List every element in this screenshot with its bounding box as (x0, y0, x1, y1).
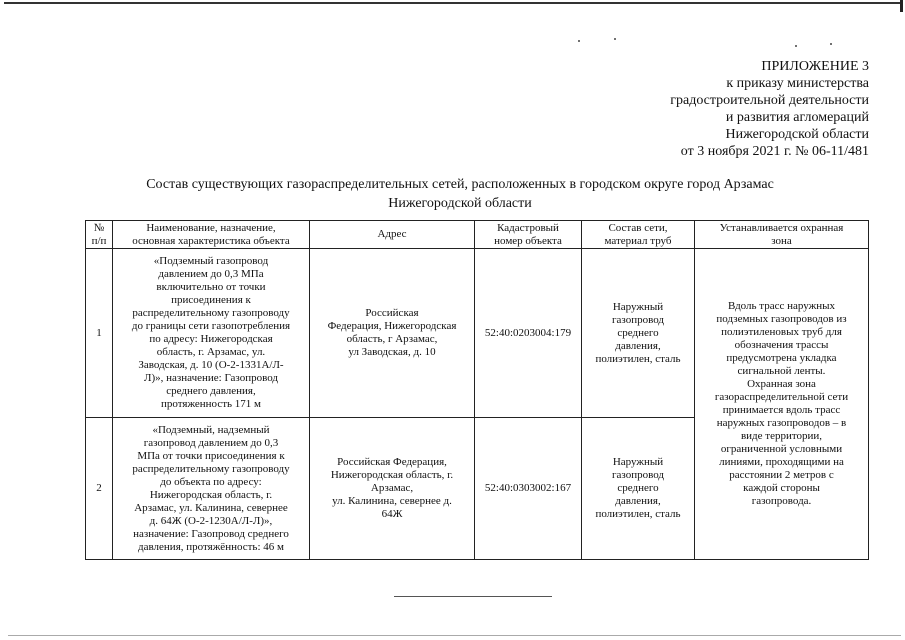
scan-speck (795, 45, 797, 47)
appendix-line: Нижегородской области (725, 127, 869, 142)
row-name: «Подземный газопровод давлением до 0,3 МПа включительно от точки присоединения к распределительному газопроводу до границы сети газопотребления по адресу: Нижегородская область, г. Арзамас, ул. Заводская, д. 10 (О-2-1331А/Л- Л)», назначение: Газопровод среднего давления, протяженность 171 м (113, 249, 310, 418)
top-corner-mark (900, 0, 903, 12)
appendix-line: градостроительной деятельности (670, 93, 869, 108)
title-line-1: Состав существующих газораспределительных сетей, расположенных в городском округе город Арзамас (146, 177, 774, 192)
document-title (100, 175, 820, 213)
top-border-line (4, 2, 901, 4)
header-protection-zone: Устанавливается охранная зона (695, 221, 869, 249)
header-number: № п/п (86, 221, 113, 249)
header-cadastral: Кадастровый номер объекта (475, 221, 582, 249)
header-name: Наименование, назначение, основная характеристика объекта (113, 221, 310, 249)
row-address: Российская Федерация, Нижегородская область, г Арзамас, ул Заводская, д. 10 (310, 249, 475, 418)
title-line-2: Нижегородской области (388, 196, 532, 211)
appendix-order-date: от 3 ноября 2021 г. № 06-11/481 (680, 144, 869, 159)
scan-bottom-edge (8, 635, 901, 636)
protection-zone-text: Вдоль трасс наружных подземных газопроводов из полиэтиленовых труб для обозначения трассы предусмотрена укладка сигнальной ленты. Охранная зона газораспределительной сети принимается вдоль трасс наружных газопроводов – в виде территории, ограниченной условными линиями, проходящими на расстоянии 2 метров с каждой стороны газопровода. (695, 249, 869, 560)
gas-network-table (85, 220, 869, 560)
footer-rule (394, 596, 552, 597)
header-composition: Состав сети, материал труб (582, 221, 695, 249)
appendix-line: к приказу министерства (726, 76, 869, 91)
table-row (86, 249, 869, 418)
appendix-number: ПРИЛОЖЕНИЕ 3 (761, 59, 869, 74)
row-number: 1 (86, 249, 113, 418)
table-header-row (86, 221, 869, 249)
appendix-line: и развития агломераций (725, 110, 869, 125)
header-address: Адрес (310, 221, 475, 249)
row-cadastral: 52:40:0303002:167 (475, 418, 582, 560)
row-name: «Подземный, надземный газопровод давлением до 0,3 МПа от точки присоединения к распределительному газопроводу до объекта по адресу: Нижегородская область, г. Арзамас, ул. Калинина, севернее д. 64Ж (О-2-1230А/Л-Л)», назначение: Газопровод среднего давления, протяжённость: 46 м (113, 418, 310, 560)
row-composition: Наружный газопровод среднего давления, полиэтилен, сталь (582, 418, 695, 560)
row-cadastral: 52:40:0203004:179 (475, 249, 582, 418)
appendix-header (670, 58, 869, 160)
scan-speck (614, 38, 616, 40)
row-address: Российская Федерация, Нижегородская область, г. Арзамас, ул. Калинина, севернее д. 64Ж (310, 418, 475, 560)
row-number: 2 (86, 418, 113, 560)
row-composition: Наружный газопровод среднего давления, полиэтилен, сталь (582, 249, 695, 418)
scan-speck (830, 43, 832, 45)
scan-speck (578, 40, 580, 42)
